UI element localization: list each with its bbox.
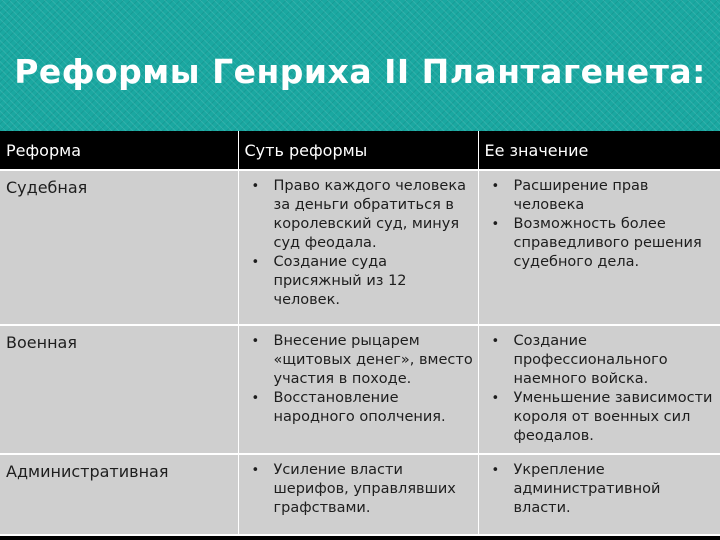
bullet-list	[245, 332, 474, 427]
list-item: • Создание профессионального наемного войска.	[485, 332, 717, 389]
reform-essence	[238, 170, 478, 325]
list-item: • Право каждого человека за деньги обратиться в королевский суд, минуя суд феодала.	[245, 177, 474, 253]
page-title: Реформы Генриха II Плантагенета:	[14, 52, 706, 91]
reform-meaning	[478, 454, 720, 534]
list-item: • Восстановление народного ополчения.	[245, 389, 474, 427]
bullet-list	[245, 177, 474, 310]
column-header-essence: Суть реформы	[238, 131, 478, 170]
list-item: • Возможность более справедливого решения судебного дела.	[485, 215, 717, 272]
table-header-row	[0, 131, 720, 170]
reform-essence	[238, 454, 478, 534]
list-item: • Уменьшение зависимости короля от военных сил феодалов.	[485, 389, 717, 446]
reform-name: Судебная	[0, 170, 238, 325]
reforms-table	[0, 131, 720, 534]
bullet-list	[245, 461, 474, 518]
bottom-border	[0, 536, 720, 540]
reform-meaning	[478, 170, 720, 325]
reform-meaning	[478, 325, 720, 454]
column-header-meaning: Ее значение	[478, 131, 720, 170]
table-row	[0, 325, 720, 454]
bullet-list	[485, 177, 717, 272]
list-item: • Укрепление административной власти.	[485, 461, 717, 518]
reform-name: Военная	[0, 325, 238, 454]
bullet-list	[485, 461, 717, 518]
title-banner	[0, 0, 720, 133]
reform-name: Административная	[0, 454, 238, 534]
list-item: • Усиление власти шерифов, управлявших графствами.	[245, 461, 474, 518]
table-row	[0, 454, 720, 534]
list-item: • Создание суда присяжный из 12 человек.	[245, 253, 474, 310]
list-item: • Внесение рыцарем «щитовых денег», вместо участия в походе.	[245, 332, 474, 389]
bullet-list	[485, 332, 717, 446]
reform-essence	[238, 325, 478, 454]
column-header-reform: Реформа	[0, 131, 238, 170]
table-row	[0, 170, 720, 325]
list-item: • Расширение прав человека	[485, 177, 717, 215]
